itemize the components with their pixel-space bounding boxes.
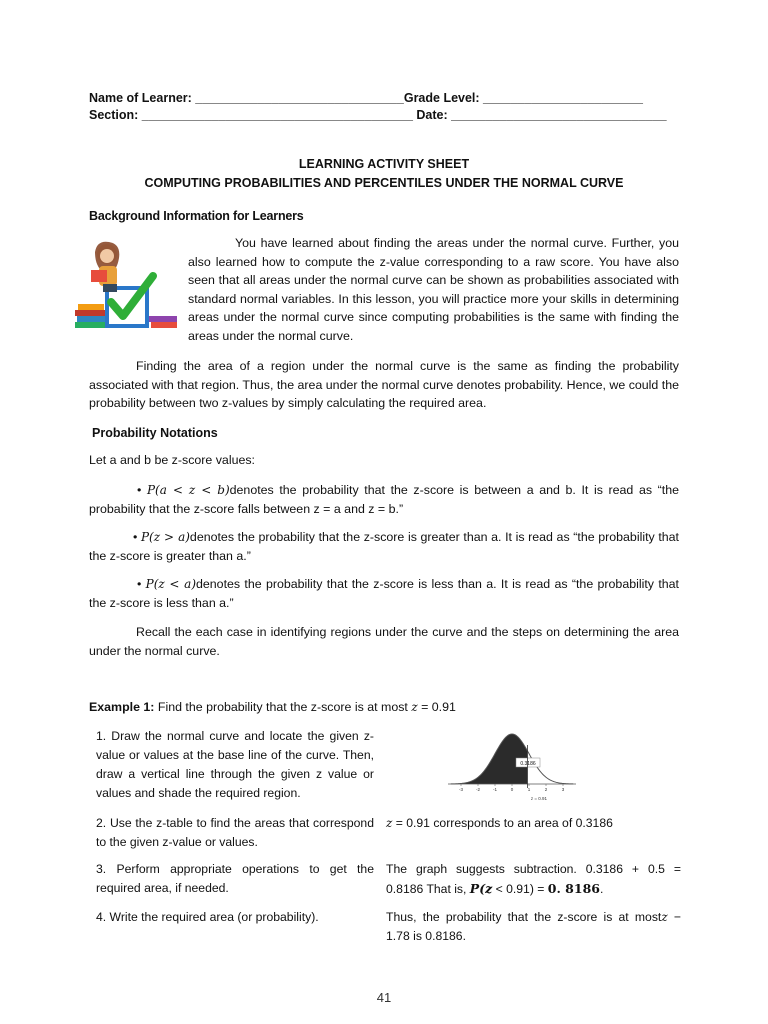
sheet-subtitle: COMPUTING PROBABILITIES AND PERCENTILES UNDER THE NORMAL CURVE — [144, 176, 624, 190]
notation-less-text: denotes the probability that the z-score is less than a. It is read as “the probability that the z-score is less than a.” — [89, 577, 679, 610]
notations-intro: Let a and b be z-score values: — [89, 453, 255, 467]
normal-curve-graph — [444, 728, 580, 804]
notation-greater-text: denotes the probability that the z-score is greater than a. It is read as “the probability that the z-score is greater than a.” — [89, 530, 679, 563]
notation-less — [89, 575, 679, 612]
grade-label: Grade Level: _______________________ — [403, 91, 643, 105]
step-3-answer — [386, 860, 681, 899]
notations-heading: Probability Notations — [92, 426, 218, 440]
step-3-answer-end: . — [599, 882, 604, 896]
background-heading: Background Information for Learners — [89, 209, 304, 223]
axis-tick-label: 1 — [527, 787, 531, 792]
notation-between-math: P(a < z < b) — [146, 483, 230, 497]
axis-tick-label: 0 — [510, 787, 514, 792]
date-label: Date: _______________________________ — [412, 108, 667, 122]
notation-between — [89, 481, 679, 518]
step-2-answer — [386, 814, 681, 833]
bullet-icon: • — [133, 530, 141, 544]
step-4-text: 4. Write the required area (or probability). — [96, 910, 319, 924]
example-label: Example 1: — [89, 700, 155, 714]
step-4-answer-a: Thus, the probability that the z-score is at most — [386, 910, 662, 924]
step-4-answer — [386, 908, 681, 946]
bullet-icon: • — [137, 577, 146, 591]
example-math: z — [411, 700, 418, 714]
axis-tick-label: -3 — [458, 787, 464, 792]
step-4-answer-b: − 1.78 is 0.8186. — [386, 910, 681, 943]
page-number: 41 — [376, 990, 392, 1005]
step-4-math: z — [661, 910, 668, 924]
step-3-answer-bold: 0. 8186 — [547, 881, 600, 896]
step-1-text: 1. Draw the normal curve and locate the given z-value or values at the base line of the curve. Then, draw a vertical line through the given z value or values and shade the required region. — [96, 729, 374, 800]
sheet-title: LEARNING ACTIVITY SHEET — [298, 157, 470, 171]
example-value: = 0.91 — [417, 700, 456, 714]
notation-greater — [89, 528, 679, 565]
section-label: Section: _______________________________________ — [89, 108, 413, 122]
axis-tick-label: -1 — [492, 787, 498, 792]
axis-tick-label: 2 — [544, 787, 548, 792]
section-field — [89, 108, 667, 122]
area-label: 0.3186 — [520, 761, 536, 767]
step-2-answer-text: = 0.91 corresponds to an area of 0.3186 — [392, 816, 613, 830]
z-label: z = 0.91 — [530, 796, 548, 801]
step-3-answer-a: The graph suggests subtraction. 0.3186 + 0.5 = 0.8186 That is, — [386, 862, 681, 896]
recall-paragraph: Recall the each case in identifying regions under the curve and the steps on determining the area under the normal curve. — [89, 625, 679, 658]
notation-less-math: P(z < a) — [145, 577, 196, 591]
background-paragraph-2: Finding the area of a region under the normal curve is the same as finding the probability associated with that region. Thus, the area under the normal curve denotes probability. Hence, we could the probability between two z-values by simply calculating the required area. — [89, 359, 679, 411]
step-2-text: 2. Use the z-table to find the areas that correspond to the given z-value or values. — [96, 816, 374, 849]
step-3-answer-b: < 0.91) = — [492, 882, 548, 896]
learner-illustration — [73, 240, 181, 334]
notation-between-text: denotes the probability that the z-score is between a and b. It is read as “the probability that the z-score falls between z = a and z = b.” — [89, 483, 679, 516]
example-heading — [89, 700, 456, 714]
step-3-answer-p: P(z — [469, 881, 493, 896]
example-text: Find the probability that the z-score is at most — [154, 700, 412, 714]
step-2-math: z — [386, 816, 393, 830]
background-paragraph-1: You have learned about finding the areas under the normal curve. Further, you also learned how to compute the z-value corresponding to a raw score. You have also seen that all areas under the normal curve can be shown as probabilities associated with standard normal variables. In this lesson, you will practice more your skills in determining areas under the normal curve since computing probabilities is the same with finding the areas under the normal curve. — [188, 236, 679, 343]
bullet-icon: • — [137, 483, 147, 497]
axis-tick-label: 3 — [561, 787, 565, 792]
step-3-text: 3. Perform appropriate operations to get the required area, if needed. — [96, 862, 374, 895]
axis-tick-label: -2 — [475, 787, 481, 792]
learner-name-field — [89, 91, 643, 105]
name-label: Name of Learner: ______________________________ — [89, 91, 404, 105]
notation-greater-math: P(z > a) — [140, 530, 190, 544]
